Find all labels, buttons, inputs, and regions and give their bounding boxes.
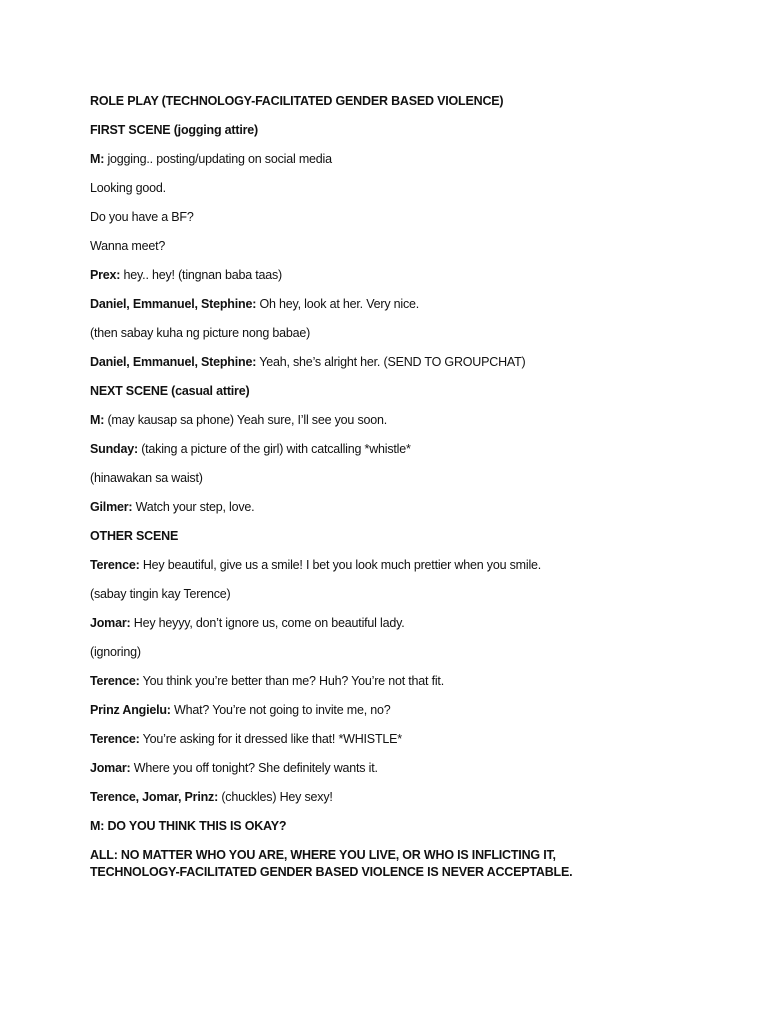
script-line bbox=[90, 673, 650, 690]
dialogue-text: What? You’re not going to invite me, no? bbox=[170, 703, 391, 717]
document-title: ROLE PLAY (TECHNOLOGY-FACILITATED GENDER BASED VIOLENCE) bbox=[90, 94, 504, 108]
dialogue-text: You’re asking for it dressed like that! *WHISTLE* bbox=[139, 732, 402, 746]
speaker-name: Gilmer: bbox=[90, 500, 133, 514]
speaker-name: Terence: bbox=[90, 732, 140, 746]
speaker-name: Daniel, Emmanuel, Stephine: bbox=[90, 355, 257, 369]
script-line bbox=[90, 151, 650, 168]
line-text: Wanna meet? bbox=[90, 239, 166, 253]
script-line bbox=[90, 557, 650, 574]
dialogue-text: Hey heyyy, don’t ignore us, come on beautiful lady. bbox=[130, 616, 405, 630]
speaker-name: Jomar: bbox=[90, 761, 131, 775]
role-play-script bbox=[90, 93, 650, 893]
speaker-name: Prinz Angielu: bbox=[90, 703, 171, 717]
speaker-name: Terence, Jomar, Prinz: bbox=[90, 790, 219, 804]
line-text: NEXT SCENE (casual attire) bbox=[90, 384, 250, 398]
dialogue-text: jogging.. posting/updating on social media bbox=[104, 152, 332, 166]
speaker-name: M: bbox=[90, 413, 105, 427]
script-line bbox=[90, 412, 650, 429]
dialogue-text: (taking a picture of the girl) with catcalling *whistle* bbox=[137, 442, 411, 456]
script-line bbox=[90, 789, 650, 806]
speaker-name: M: bbox=[90, 152, 105, 166]
script-line bbox=[90, 325, 650, 342]
script-line bbox=[90, 180, 650, 197]
line-text: Do you have a BF? bbox=[90, 210, 194, 224]
script-line bbox=[90, 267, 650, 284]
dialogue-text: (chuckles) Hey sexy! bbox=[218, 790, 333, 804]
dialogue-text: Watch your step, love. bbox=[132, 500, 255, 514]
script-line bbox=[90, 209, 650, 226]
speaker-name: Prex: bbox=[90, 268, 121, 282]
script-line bbox=[90, 702, 650, 719]
script-line bbox=[90, 731, 650, 748]
script-line bbox=[90, 238, 650, 255]
line-text: (ignoring) bbox=[90, 645, 141, 659]
line-text: ALL: NO MATTER WHO YOU ARE, WHERE YOU LIVE, OR WHO IS INFLICTING IT, TECHNOLOGY-FACILITATED GENDER BASED VIOLENCE IS NEVER ACCEPTABLE. bbox=[90, 848, 573, 879]
dialogue-text: Where you off tonight? She definitely wants it. bbox=[130, 761, 378, 775]
speaker-name: Terence: bbox=[90, 558, 140, 572]
script-line bbox=[90, 615, 650, 632]
line-text: (hinawakan sa waist) bbox=[90, 471, 203, 485]
line-text: (sabay tingin kay Terence) bbox=[90, 587, 231, 601]
script-line bbox=[90, 499, 650, 516]
speaker-name: Jomar: bbox=[90, 616, 131, 630]
speaker-name: Terence: bbox=[90, 674, 140, 688]
script-line bbox=[90, 296, 650, 313]
script-line bbox=[90, 441, 650, 458]
script-line bbox=[90, 122, 650, 139]
script-line bbox=[90, 818, 650, 835]
script-line bbox=[90, 354, 650, 371]
line-text: Looking good. bbox=[90, 181, 166, 195]
dialogue-text: (may kausap sa phone) Yeah sure, I’ll see you soon. bbox=[104, 413, 388, 427]
speaker-name: Sunday: bbox=[90, 442, 138, 456]
script-line bbox=[90, 470, 650, 487]
script-line bbox=[90, 383, 650, 400]
dialogue-text: You think you’re better than me? Huh? You’re not that fit. bbox=[139, 674, 444, 688]
speaker-name: Daniel, Emmanuel, Stephine: bbox=[90, 297, 257, 311]
dialogue-text: Hey beautiful, give us a smile! I bet you look much prettier when you smile. bbox=[139, 558, 542, 572]
script-line bbox=[90, 644, 650, 661]
script-line bbox=[90, 528, 650, 545]
line-text: FIRST SCENE (jogging attire) bbox=[90, 123, 259, 137]
dialogue-text: Yeah, she’s alright her. (SEND TO GROUPCHAT) bbox=[256, 355, 526, 369]
script-line bbox=[90, 760, 650, 777]
line-text: (then sabay kuha ng picture nong babae) bbox=[90, 326, 311, 340]
script-line bbox=[90, 847, 645, 881]
line-text: M: DO YOU THINK THIS IS OKAY? bbox=[90, 819, 287, 833]
script-line bbox=[90, 586, 650, 603]
dialogue-text: hey.. hey! (tingnan baba taas) bbox=[120, 268, 283, 282]
line-text: OTHER SCENE bbox=[90, 529, 179, 543]
dialogue-text: Oh hey, look at her. Very nice. bbox=[256, 297, 420, 311]
